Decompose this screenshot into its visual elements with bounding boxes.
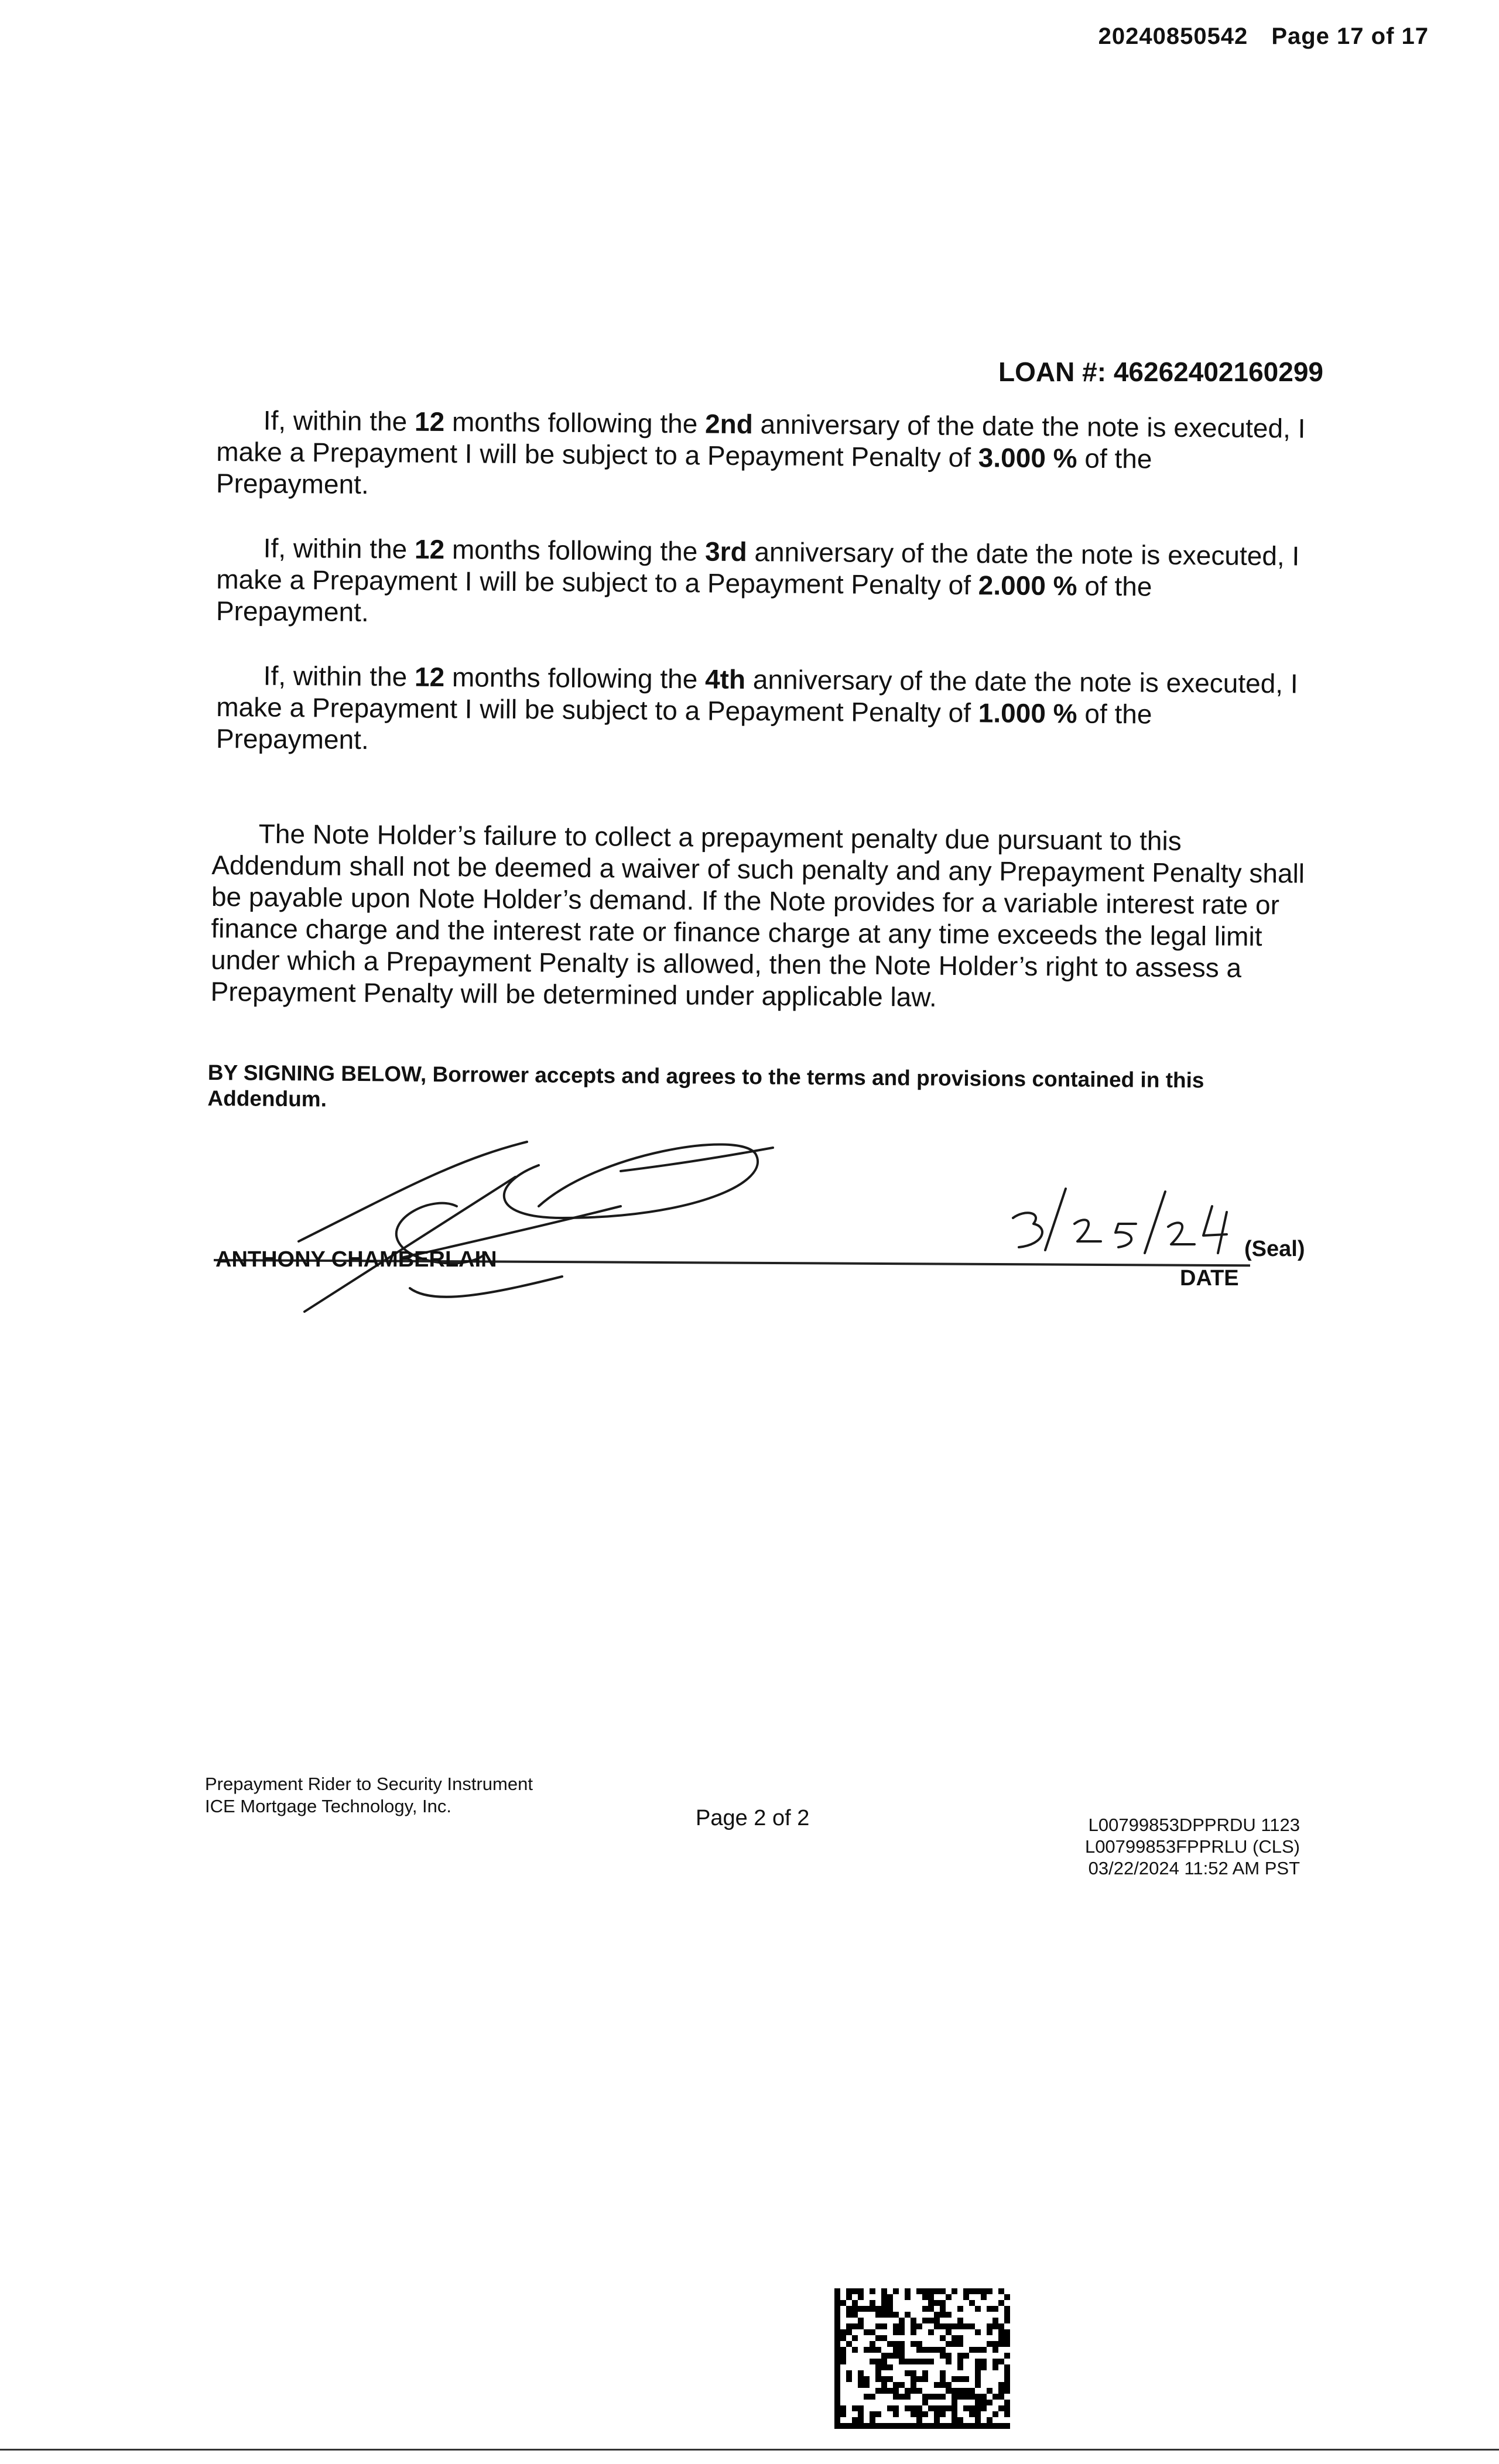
seal-label: (Seal) xyxy=(1244,1237,1305,1261)
loan-number-line xyxy=(913,356,1323,388)
penalty-paragraph: If, within the 12 months following the 3rd anniversary of the date the note is executed, I make a Prepayment I will be subject to a Pepayment Penalty of 2.000 % of the Prepayment. xyxy=(215,532,1300,628)
penalty-rate: 1.000 % xyxy=(978,697,1077,729)
date-label: DATE xyxy=(1180,1266,1239,1291)
footer-form-info xyxy=(205,1773,533,1818)
penalty-rate: 3.000 % xyxy=(978,442,1077,474)
borrower-name: ANTHONY CHAMBERLAIN xyxy=(215,1247,497,1272)
footer-codes xyxy=(1036,1814,1300,1879)
scan-edge-line xyxy=(0,2449,1499,2451)
form-code: L00799853FPPRLU (CLS) xyxy=(1084,1836,1300,1857)
page-indicator: Page 17 of 17 xyxy=(1271,23,1429,49)
document-number: 20240850542 xyxy=(1098,23,1248,49)
penalty-anniversary: 4th xyxy=(704,663,746,695)
borrower-signature xyxy=(211,1118,808,1329)
handwritten-date xyxy=(1001,1183,1253,1259)
loan-label: LOAN #: xyxy=(998,357,1107,387)
company-name: ICE Mortgage Technology, Inc. xyxy=(205,1796,452,1816)
datamatrix-barcode xyxy=(834,2288,1010,2429)
print-timestamp: 03/22/2024 11:52 AM PST xyxy=(1088,1858,1300,1878)
footer-page-number: Page 2 of 2 xyxy=(696,1806,810,1830)
form-title: Prepayment Rider to Security Instrument xyxy=(205,1774,533,1794)
signing-statement: BY SIGNING BELOW, Borrower accepts and agrees to the terms and provisions contained in this Addendum. xyxy=(207,1060,1204,1111)
recording-header xyxy=(1066,23,1429,50)
penalty-months: 12 xyxy=(414,406,445,437)
waiver-paragraph: The Note Holder’s failure to collect a prepayment penalty due pursuant to this Addendum shall not be deemed a waiver of such penalty and any Prepayment Penalty shall be payable upon Note Holder’s demand. If the Note provides for a variable interest rate or finance charge and the interest rate or finance charge at any time exceeds the legal limit under which a Prepayment Penalty is allowed, then the Note Holder’s right to assess a Prepayment Penalty will be determined under applicable law. xyxy=(210,818,1305,1012)
penalty-paragraph: If, within the 12 months following the 2nd anniversary of the date the note is executed, I make a Prepayment I will be subject to a Pepayment Penalty of 3.000 % of the Prepayment. xyxy=(215,405,1306,500)
penalty-months: 12 xyxy=(414,661,445,693)
penalty-rate: 2.000 % xyxy=(978,570,1077,601)
penalty-anniversary: 3rd xyxy=(704,536,747,567)
form-code: L00799853DPPRDU 1123 xyxy=(1088,1815,1300,1835)
loan-number: 46262402160299 xyxy=(1113,357,1323,387)
penalty-anniversary: 2nd xyxy=(704,408,754,440)
penalty-months: 12 xyxy=(414,533,445,565)
penalty-paragraph: If, within the 12 months following the 4th anniversary of the date the note is executed, I make a Prepayment I will be subject to a Pepayment Penalty of 1.000 % of the Prepayment. xyxy=(215,660,1298,755)
